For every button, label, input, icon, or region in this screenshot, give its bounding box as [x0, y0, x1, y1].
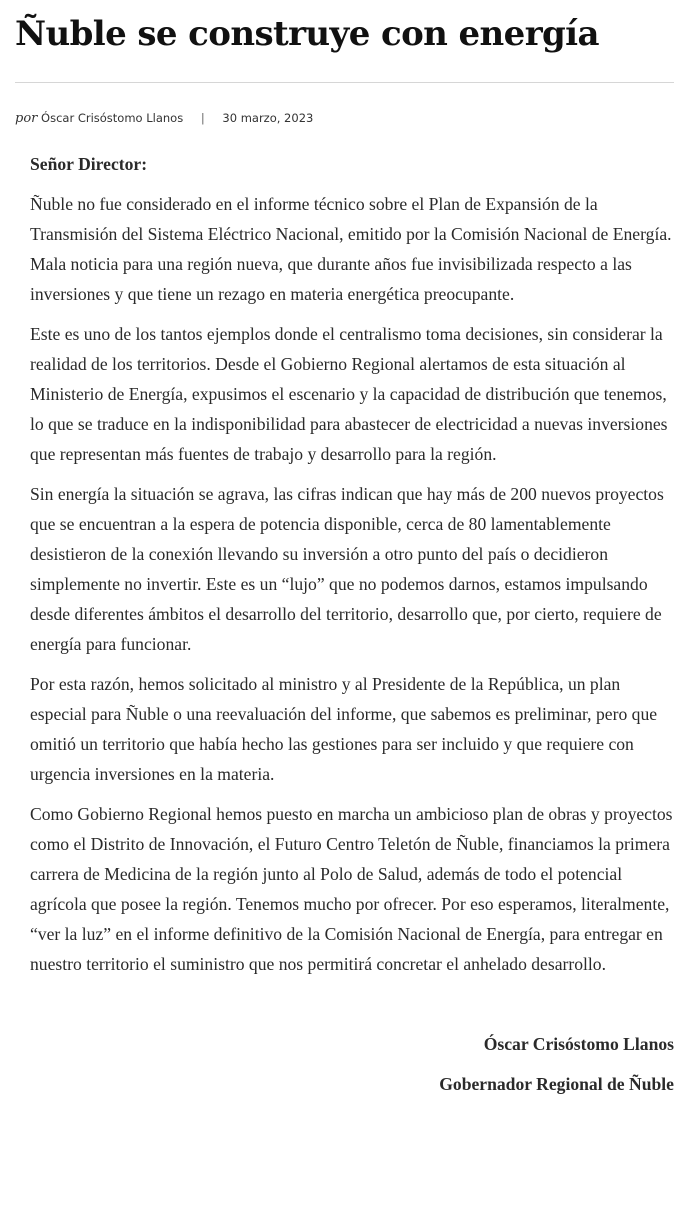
byline-prefix: por: [15, 111, 38, 126]
signature: [15, 1029, 674, 1099]
page-title: Ñuble se construye con energía: [15, 14, 599, 54]
paragraph: Sin energía la situación se agrava, las cifras indican que hay más de 200 nuevos proyectos que se encuentran a la espera de potencia disponible, cerca de 80 lamentablemente desistieron de la conexión llevando su inversión a otro punto del país o decidieron simplemente no invertir. Este es un “lujo” que no podemos darnos, estamos impulsando desde diferentes ámbitos el desarrollo del territorio, desarrollo que, por cierto, requiere de energía para funcionar.: [30, 484, 664, 654]
article-body: [15, 149, 674, 979]
signature-role: Gobernador Regional de Ñuble: [439, 1074, 674, 1094]
byline: [15, 109, 674, 127]
salutation: Señor Director:: [30, 154, 148, 174]
paragraph: Como Gobierno Regional hemos puesto en marcha un ambicioso plan de obras y proyectos como el Distrito de Innovación, el Futuro Centro Teletón de Ñuble, financiamos la primera carrera de Medicina de la región junto al Polo de Salud, además de todo el potencial agrícola que posee la región. Tenemos mucho por ofrecer. Por eso esperamos, literalmente, “ver la luz” en el informe definitivo de la Comisión Nacional de Energía, para entregar en nuestro territorio el suministro que nos permitirá concretar el anhelado desarrollo.: [30, 804, 673, 974]
signature-name: Óscar Crisóstomo Llanos: [483, 1034, 674, 1054]
article: [15, 0, 674, 1109]
publish-date: 30 marzo, 2023: [222, 111, 314, 125]
paragraph: Este es uno de los tantos ejemplos donde el centralismo toma decisiones, sin considerar la realidad de los territorios. Desde el Gobierno Regional alertamos de esta situación al Ministerio de Energía, expusimos el escenario y la capacidad de distribución que tenemos, lo que se traduce en la indisponibilidad para abastecer de electricidad a nuevas inversiones que representan más fuentes de trabajo y desarrollo para la región.: [30, 324, 668, 464]
paragraph: Ñuble no fue considerado en el informe técnico sobre el Plan de Expansión de la Transmisión del Sistema Eléctrico Nacional, emitido por la Comisión Nacional de Energía. Mala noticia para una región nueva, que durante años fue invisibilizada respecto a las inversiones y que tiene un rezago en materia energética preocupante.: [30, 194, 672, 304]
title-divider: [15, 82, 674, 83]
byline-separator: |: [200, 111, 205, 125]
author-link[interactable]: Óscar Crisóstomo Llanos: [41, 111, 184, 125]
paragraph: Por esta razón, hemos solicitado al ministro y al Presidente de la República, un plan especial para Ñuble o una reevaluación del informe, que sabemos es preliminar, pero que omitió un territorio que había hecho las gestiones para ser incluido y que requiere con urgencia inversiones en la materia.: [30, 674, 658, 784]
